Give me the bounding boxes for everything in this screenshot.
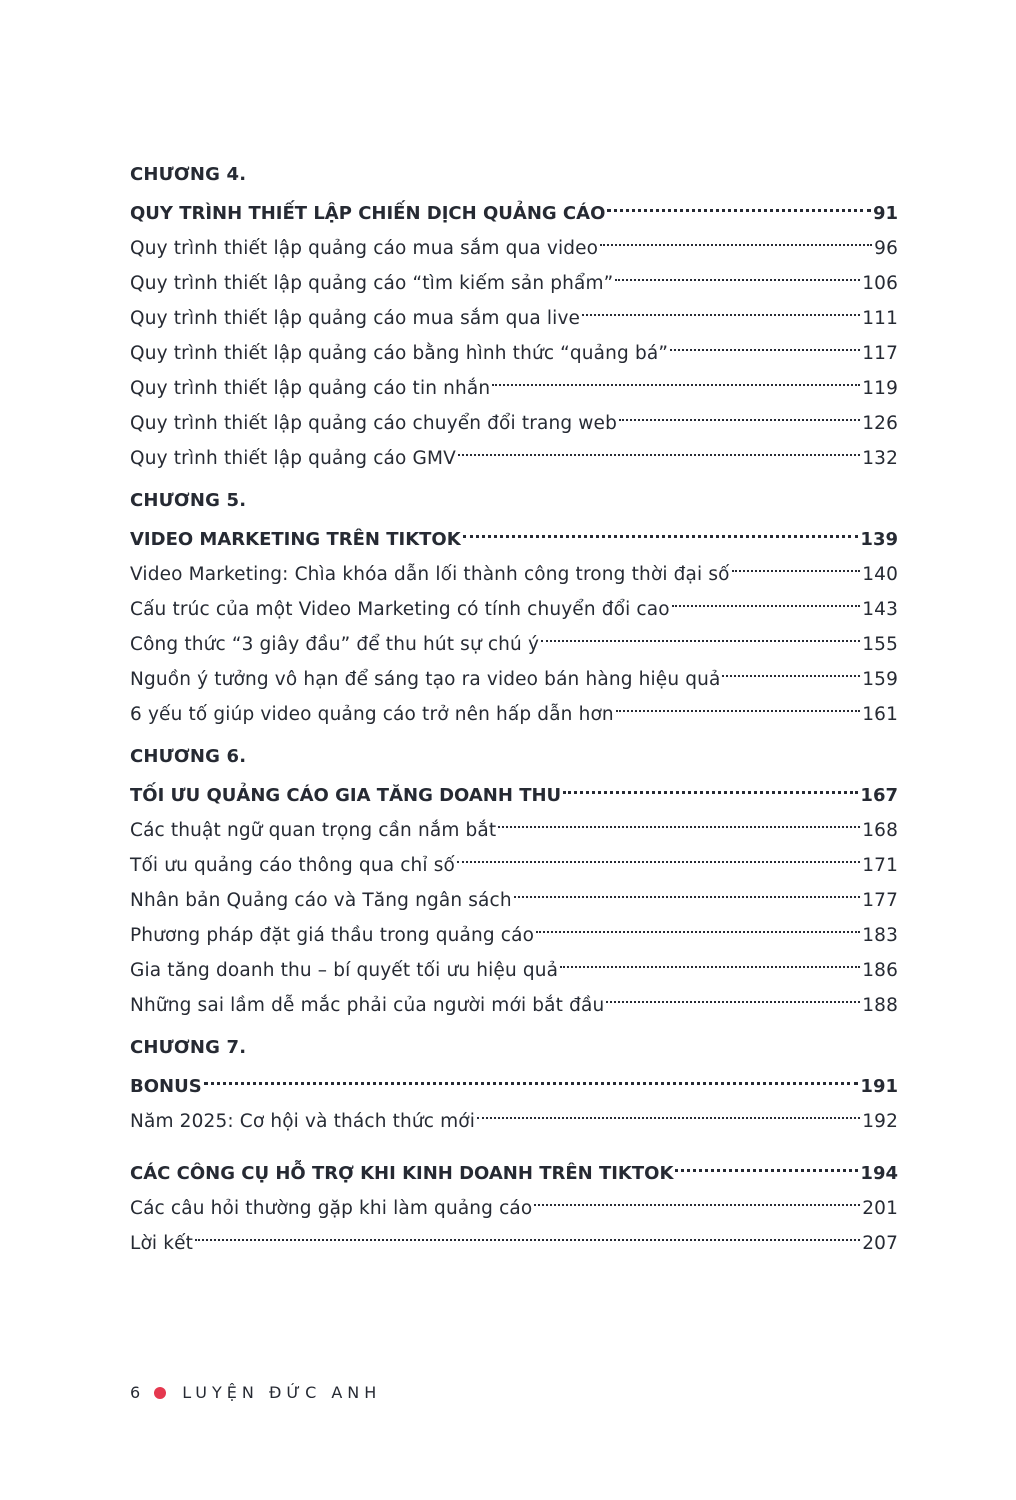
chapter-title-row-page: 91: [872, 203, 898, 224]
toc-entry-page: 186: [862, 960, 898, 981]
dot-leader: [675, 1149, 858, 1179]
toc-entry-title: Nguồn ý tưởng vô hạn để sáng tạo ra video bán hàng hiệu quả: [130, 669, 721, 690]
toc-entry-page: 168: [862, 820, 898, 841]
toc-entry-page: 143: [862, 599, 898, 620]
toc-entry-title: Quy trình thiết lập quảng cáo mua sắm qua live: [130, 308, 581, 329]
dot-leader: [492, 359, 860, 394]
dot-leader: [732, 545, 861, 580]
chapter-title-row[interactable]: [130, 189, 898, 224]
chapter-title-row-title: CÁC CÔNG CỤ HỖ TRỢ KHI KINH DOANH TRÊN TIKTOK: [130, 1163, 674, 1184]
toc-entry-title: Quy trình thiết lập quảng cáo bằng hình thức “quảng bá”: [130, 343, 669, 364]
chapter-title-row-page: 194: [860, 1163, 898, 1184]
toc-entry-title: Năm 2025: Cơ hội và thách thức mới: [130, 1111, 476, 1132]
chapter-title-row-title: BONUS: [130, 1076, 202, 1097]
chapter-section: [130, 1149, 898, 1254]
chapter-label: CHƯƠNG 6.: [130, 746, 247, 767]
toc-entry-page: 177: [862, 890, 898, 911]
dot-leader: [204, 1062, 859, 1092]
chapter-title-row-title: VIDEO MARKETING TRÊN TIKTOK: [130, 529, 461, 550]
chapter-section: [130, 742, 898, 1016]
toc-entry-page: 171: [862, 855, 898, 876]
dot-leader: [582, 289, 860, 324]
dot-leader: [534, 1179, 860, 1214]
dot-leader: [541, 615, 860, 650]
toc-entry-page: 119: [862, 378, 898, 399]
toc-entry-title: Cấu trúc của một Video Marketing có tính chuyển đổi cao: [130, 599, 670, 620]
chapter-title-row-title: TỐI ƯU QUẢNG CÁO GIA TĂNG DOANH THU: [130, 785, 562, 806]
toc-entry-title: Các thuật ngữ quan trọng cần nắm bắt: [130, 820, 497, 841]
toc-entry-page: 126: [862, 413, 898, 434]
chapter-label: CHƯƠNG 4.: [130, 164, 247, 185]
toc-entry-page: 192: [862, 1111, 898, 1132]
toc-entry-title: Quy trình thiết lập quảng cáo GMV: [130, 448, 456, 469]
dot-leader: [616, 685, 860, 720]
chapter-title-row[interactable]: [130, 1062, 898, 1097]
toc-entry-page: 117: [862, 343, 898, 364]
toc-entry-page: 183: [862, 925, 898, 946]
chapter-label: CHƯƠNG 5.: [130, 490, 247, 511]
chapter-section: [130, 160, 898, 469]
chapter-section: [130, 1033, 898, 1132]
dot-leader: [463, 515, 859, 545]
toc-entry-page: 140: [862, 564, 898, 585]
dot-leader: [457, 836, 860, 871]
page-number: 6: [130, 1383, 141, 1402]
dot-leader: [458, 429, 860, 464]
toc-entry-title: Video Marketing: Chìa khóa dẫn lối thành công trong thời đại số: [130, 564, 730, 585]
toc-entry-title: Gia tăng doanh thu – bí quyết tối ưu hiệu quả: [130, 960, 559, 981]
toc-entry-title: Quy trình thiết lập quảng cáo “tìm kiếm sản phẩm”: [130, 273, 614, 294]
toc-entry[interactable]: [130, 1214, 898, 1254]
dot-leader: [514, 871, 861, 906]
chapter-title-row-title: QUY TRÌNH THIẾT LẬP CHIẾN DỊCH QUẢNG CÁO: [130, 203, 606, 224]
chapter-title-row[interactable]: [130, 771, 898, 806]
toc-entry-title: Công thức “3 giây đầu” để thu hút sự chú ý: [130, 634, 540, 655]
toc-entry-title: Phương pháp đặt giá thầu trong quảng cáo: [130, 925, 535, 946]
toc-entry[interactable]: [130, 1092, 898, 1132]
chapter-title-row-page: 167: [860, 785, 898, 806]
toc-entry-title: 6 yếu tố giúp video quảng cáo trở nên hấp dẫn hơn: [130, 704, 614, 725]
dot-leader: [607, 189, 871, 219]
toc-entry-page: 159: [862, 669, 898, 690]
toc-entry-title: Tối ưu quảng cáo thông qua chỉ số: [130, 855, 455, 876]
page-footer: [130, 1383, 381, 1402]
dot-leader: [536, 906, 860, 941]
toc-entry-page: 188: [862, 995, 898, 1016]
dot-leader: [722, 650, 860, 685]
toc-entry-title: Các câu hỏi thường gặp khi làm quảng cáo: [130, 1198, 533, 1219]
dot-leader: [560, 941, 860, 976]
chapter-title-row[interactable]: [130, 515, 898, 550]
chapter-title-row[interactable]: [130, 1149, 898, 1184]
dot-leader: [606, 976, 860, 1011]
dot-leader: [195, 1214, 860, 1249]
dot-leader: [670, 324, 860, 359]
toc-entry-title: Những sai lầm dễ mắc phải của người mới bắt đầu: [130, 995, 605, 1016]
dot-leader: [498, 801, 860, 836]
toc-entry-title: Lời kết: [130, 1233, 194, 1254]
toc-entry-page: 132: [862, 448, 898, 469]
bullet-dot-icon: [154, 1387, 166, 1399]
toc-entry-page: 96: [874, 238, 898, 259]
table-of-contents: [130, 160, 898, 1271]
toc-entry-page: 201: [862, 1198, 898, 1219]
toc-entry-title: Quy trình thiết lập quảng cáo mua sắm qua video: [130, 238, 599, 259]
dot-leader: [477, 1092, 860, 1127]
dot-leader: [615, 254, 860, 289]
toc-entry-title: Quy trình thiết lập quảng cáo tin nhắn: [130, 378, 491, 399]
toc-entry-page: 111: [862, 308, 898, 329]
dot-leader: [600, 219, 872, 254]
toc-entry-page: 106: [862, 273, 898, 294]
author-name: LUYỆN ĐỨC ANH: [182, 1383, 382, 1402]
dot-leader: [563, 771, 858, 801]
chapter-label: CHƯƠNG 7.: [130, 1037, 247, 1058]
dot-leader: [619, 394, 860, 429]
chapter-title-row-page: 139: [860, 529, 898, 550]
toc-entry-page: 161: [862, 704, 898, 725]
toc-entry-title: Quy trình thiết lập quảng cáo chuyển đổi trang web: [130, 413, 617, 434]
dot-leader: [672, 580, 861, 615]
chapter-title-row-page: 191: [860, 1076, 898, 1097]
toc-entry-page: 207: [862, 1233, 898, 1254]
toc-entry-title: Nhân bản Quảng cáo và Tăng ngân sách: [130, 890, 512, 911]
chapter-section: [130, 486, 898, 725]
toc-entry-page: 155: [862, 634, 898, 655]
